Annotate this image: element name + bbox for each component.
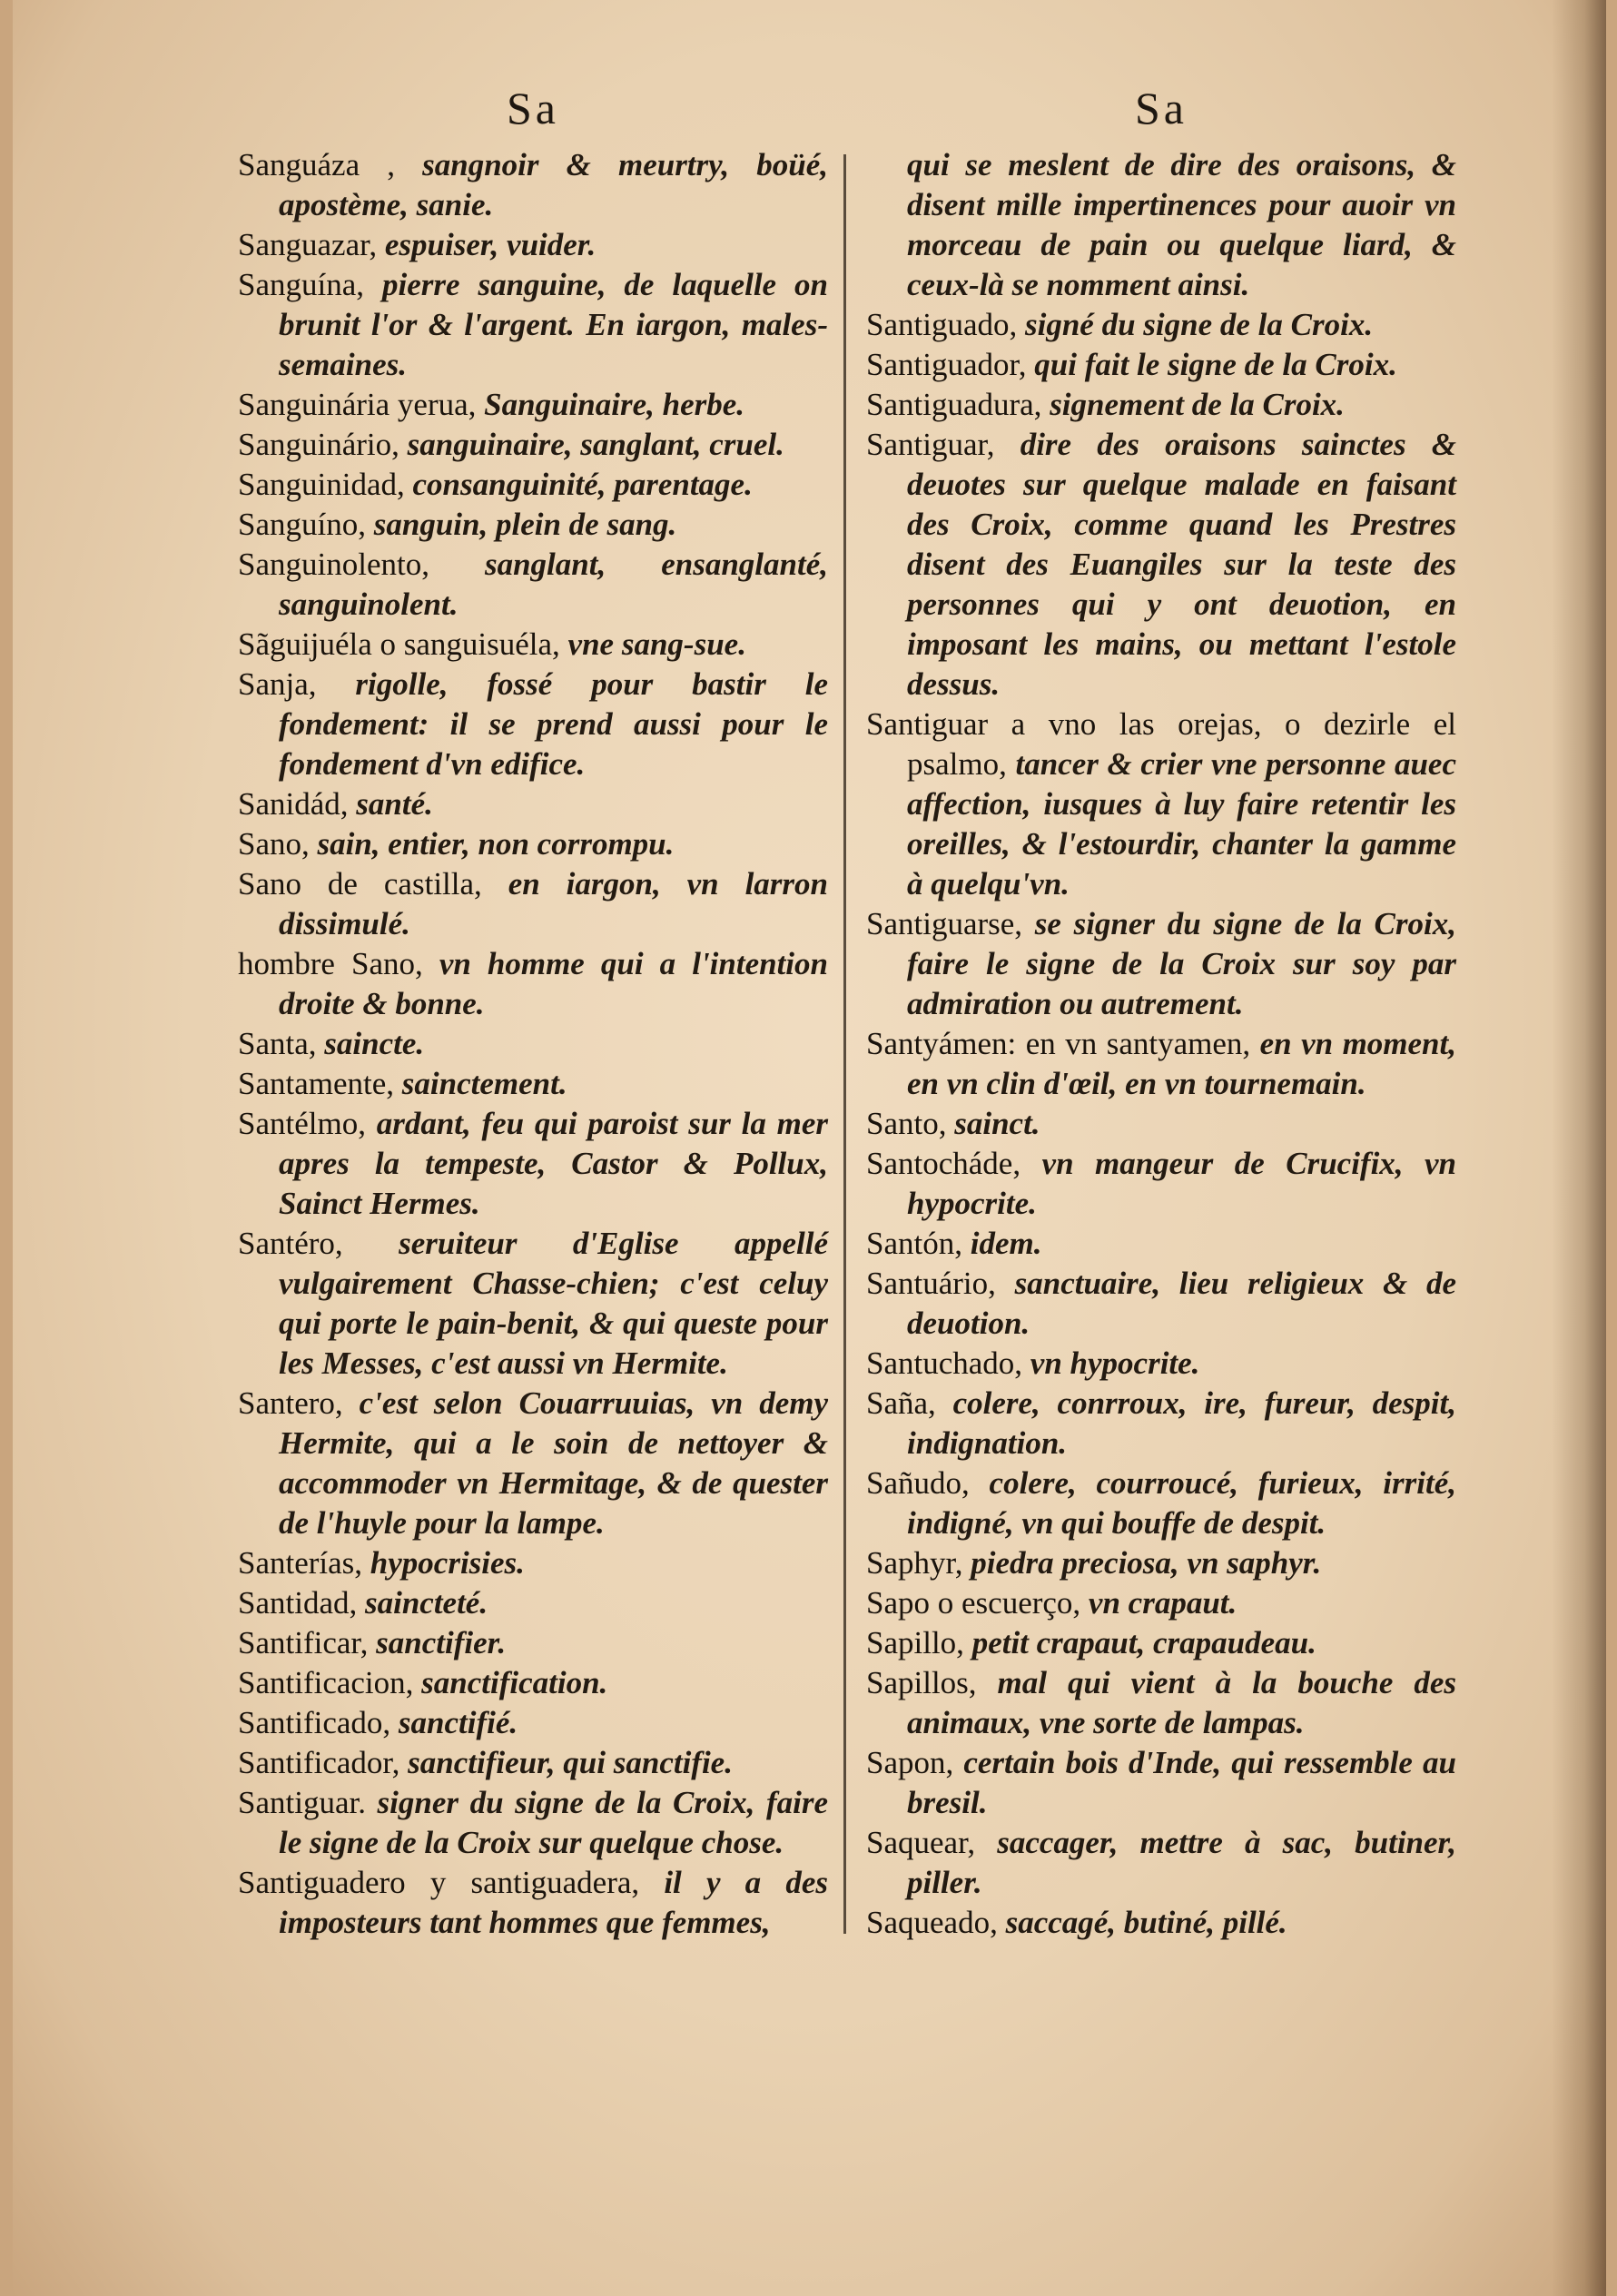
dictionary-entry bbox=[866, 305, 1456, 345]
entry-translation: sainct. bbox=[954, 1106, 1040, 1141]
dictionary-entry bbox=[866, 385, 1456, 425]
entry-translation: sanctifieur, qui sanctifie. bbox=[408, 1745, 733, 1780]
dictionary-entry bbox=[866, 1384, 1456, 1463]
dictionary-entry bbox=[866, 1903, 1456, 1943]
dictionary-entry bbox=[238, 425, 828, 465]
entry-translation: c'est selon Couarruuias, vn demy Hermite, qui a le soin de nettoyer & accommoder vn Hermitage, & de quester de l'huyle pour la lampe. bbox=[279, 1385, 828, 1541]
entry-headword: Santiguadura, bbox=[866, 387, 1042, 422]
entry-translation: ardant, feu qui paroist sur la mer apres la tempeste, Castor & Pollux, Sainct Hermes. bbox=[279, 1106, 829, 1221]
dictionary-entry bbox=[866, 345, 1456, 385]
dictionary-entry bbox=[238, 1583, 828, 1623]
entry-headword: Sanguíno, bbox=[238, 507, 366, 542]
dictionary-entry bbox=[238, 145, 828, 225]
entry-translation: qui se meslent de dire des oraisons, & disent mille impertinences pour auoir vn morceau de pain ou quelque liard, & ceux-là se nomment ainsi. bbox=[907, 147, 1456, 302]
entry-translation: saincte. bbox=[324, 1026, 425, 1061]
dictionary-entry bbox=[238, 665, 828, 784]
dictionary-entry bbox=[238, 1783, 828, 1863]
entry-translation: santé. bbox=[356, 786, 433, 822]
entry-headword: Santiguador, bbox=[866, 347, 1027, 382]
entry-headword: Sapon, bbox=[866, 1745, 954, 1780]
entry-headword: Sano de castilla, bbox=[238, 866, 482, 902]
dictionary-entry bbox=[238, 784, 828, 824]
entry-headword: Santerías, bbox=[238, 1545, 363, 1581]
entry-translation: saccager, mettre à sac, butiner, piller. bbox=[907, 1825, 1456, 1900]
entry-headword: Santificar, bbox=[238, 1625, 369, 1660]
entry-headword: Sapillo, bbox=[866, 1625, 964, 1660]
dictionary-entry bbox=[238, 1663, 828, 1703]
dictionary-entry bbox=[238, 385, 828, 425]
entry-translation: sanctifié. bbox=[398, 1705, 518, 1740]
entry-headword: hombre Sano, bbox=[238, 946, 423, 981]
entry-headword: Santiguar. bbox=[238, 1785, 366, 1820]
entry-headword: Santificado, bbox=[238, 1705, 391, 1740]
entry-headword: Sanguazar, bbox=[238, 227, 378, 262]
entry-headword: Sanguáza , bbox=[238, 147, 395, 182]
entry-headword: Santyámen: en vn santyamen, bbox=[866, 1026, 1251, 1061]
dictionary-entry bbox=[866, 1144, 1456, 1224]
dictionary-entry bbox=[238, 1703, 828, 1743]
dictionary-entry bbox=[238, 864, 828, 944]
entry-headword: Santiguarse, bbox=[866, 906, 1023, 941]
entry-headword: Santiguar a vno las orejas, o dezirle el psalmo, bbox=[866, 706, 1456, 782]
entry-translation: en vn moment, en vn clin d'œil, en vn tournemain. bbox=[907, 1026, 1457, 1101]
entry-translation: signer du signe de la Croix, faire le signe de la Croix sur quelque chose. bbox=[279, 1785, 828, 1860]
entry-headword: Santidad, bbox=[238, 1585, 358, 1621]
entry-translation: sangnoir & meurtry, boüé, apostème, sanie. bbox=[279, 147, 829, 222]
entry-headword: Santificador, bbox=[238, 1745, 400, 1780]
entry-headword: Sanguinidad, bbox=[238, 467, 405, 502]
entry-translation: sain, entier, non corrompu. bbox=[317, 826, 675, 862]
entry-translation: sanguinaire, sanglant, cruel. bbox=[407, 427, 784, 462]
dictionary-entry bbox=[238, 1104, 828, 1224]
entry-headword: Santéro, bbox=[238, 1226, 343, 1261]
entry-headword: Sapillos, bbox=[866, 1665, 977, 1700]
entry-headword: Santélmo, bbox=[238, 1106, 366, 1141]
dictionary-entry bbox=[866, 1623, 1456, 1663]
entry-headword: Santo, bbox=[866, 1106, 947, 1141]
dictionary-entry bbox=[866, 1344, 1456, 1384]
page-spine-shadow bbox=[1552, 0, 1606, 2296]
dictionary-entry bbox=[866, 1264, 1456, 1344]
entry-translation: vn homme qui a l'intention droite & bonne. bbox=[279, 946, 828, 1021]
entry-translation: se signer du signe de la Croix, faire le signe de la Croix sur soy par admiration ou autrement. bbox=[907, 906, 1456, 1021]
dictionary-entry bbox=[866, 1543, 1456, 1583]
entry-translation: sainctement. bbox=[401, 1066, 567, 1101]
entry-translation: piedra preciosa, vn saphyr. bbox=[971, 1545, 1322, 1581]
left-entry-list bbox=[238, 145, 828, 1943]
dictionary-entry bbox=[238, 1743, 828, 1783]
entry-headword: Sanja, bbox=[238, 666, 317, 702]
dictionary-entry bbox=[238, 505, 828, 545]
dictionary-page bbox=[13, 0, 1606, 2296]
dictionary-entry bbox=[238, 625, 828, 665]
dictionary-entry bbox=[866, 904, 1456, 1024]
entry-headword: Sapo o escuerço, bbox=[866, 1585, 1081, 1621]
dictionary-entry bbox=[238, 225, 828, 265]
entry-translation: colere, conrroux, ire, fureur, despit, indignation. bbox=[907, 1385, 1456, 1461]
entry-translation: mal qui vient à la bouche des animaux, vne sorte de lampas. bbox=[907, 1665, 1457, 1740]
entry-headword: Santuchado, bbox=[866, 1345, 1023, 1381]
dictionary-entry bbox=[238, 824, 828, 864]
dictionary-entry bbox=[866, 1224, 1456, 1264]
entry-headword: Santiguadero y santiguadera, bbox=[238, 1865, 640, 1900]
entry-translation: certain bois d'Inde, qui ressemble au bresil. bbox=[907, 1745, 1456, 1820]
entry-headword: Santiguado, bbox=[866, 307, 1018, 342]
entry-translation: vn mangeur de Crucifix, vn hypocrite. bbox=[907, 1146, 1456, 1221]
dictionary-entry bbox=[238, 1224, 828, 1384]
dictionary-entry bbox=[238, 545, 828, 625]
dictionary-entry bbox=[238, 944, 828, 1024]
entry-translation: sanctification. bbox=[421, 1665, 608, 1700]
entry-headword: Santero, bbox=[238, 1385, 343, 1421]
dictionary-entry bbox=[866, 1583, 1456, 1623]
dictionary-entry bbox=[238, 1024, 828, 1064]
entry-headword: Sanguinário, bbox=[238, 427, 399, 462]
entry-headword: Santa, bbox=[238, 1026, 317, 1061]
entry-headword: Sanguína, bbox=[238, 267, 365, 302]
entry-headword: Santuário, bbox=[866, 1266, 996, 1301]
right-entry-list bbox=[866, 145, 1456, 1943]
entry-headword: Sañudo, bbox=[866, 1465, 970, 1501]
entry-translation: seruiteur d'Eglise appellé vulgairement Chasse-chien; c'est celuy qui porte le pain-benit, & qui queste pour les Messes, c'est aussi vn Hermite. bbox=[279, 1226, 829, 1381]
column-divider bbox=[843, 154, 846, 1934]
entry-translation: pierre sanguine, de laquelle on brunit l'or & l'argent. En iargon, males-semaines. bbox=[279, 267, 828, 382]
right-column bbox=[866, 82, 1456, 1943]
entry-translation: tancer & crier vne personne auec affection, iusques à luy faire retentir les oreilles, & l'estourdir, chanter la gamme à quelqu'vn. bbox=[907, 746, 1457, 902]
entry-headword: Saphyr, bbox=[866, 1545, 963, 1581]
entry-translation: saccagé, butiné, pillé. bbox=[1005, 1905, 1287, 1940]
entry-translation: il y a des imposteurs tant hommes que femmes, bbox=[279, 1865, 828, 1940]
entry-headword: Santiguar, bbox=[866, 427, 995, 462]
entry-headword: Saquear, bbox=[866, 1825, 976, 1860]
dictionary-entry bbox=[238, 465, 828, 505]
entry-headword: Sanguinolento, bbox=[238, 547, 429, 582]
entry-translation: vne sang-sue. bbox=[567, 626, 746, 662]
entry-translation: hypocrisies. bbox=[370, 1545, 525, 1581]
entry-translation: colere, courroucé, furieux, irrité, indigné, vn qui bouffe de despit. bbox=[907, 1465, 1457, 1541]
dictionary-entry bbox=[238, 1384, 828, 1543]
entry-translation: rigolle, fossé pour bastir le fondement: il se prend aussi pour le fondement d'vn edifice. bbox=[279, 666, 828, 782]
dictionary-entry bbox=[866, 705, 1456, 904]
dictionary-entry bbox=[866, 145, 1456, 305]
dictionary-entry bbox=[866, 425, 1456, 705]
entry-translation: sanctuaire, lieu religieux & de deuotion. bbox=[907, 1266, 1456, 1341]
entry-translation: vn hypocrite. bbox=[1030, 1345, 1200, 1381]
right-running-header: Sa bbox=[1135, 83, 1188, 133]
dictionary-entry bbox=[866, 1104, 1456, 1144]
dictionary-entry bbox=[866, 1463, 1456, 1543]
entry-translation: saincteté. bbox=[364, 1585, 488, 1621]
entry-translation: espuiser, vuider. bbox=[384, 227, 597, 262]
entry-translation: dire des oraisons sainctes & deuotes sur quelque malade en faisant des Croix, comme quand les Prestres disent des Euangiles sur la teste des personnes qui y ont deuotion, en imposant les mains, ou mettant l'estole dessus. bbox=[907, 427, 1456, 702]
dictionary-entry bbox=[238, 1623, 828, 1663]
entry-headword: Santamente, bbox=[238, 1066, 395, 1101]
left-running-header: Sa bbox=[507, 83, 559, 133]
entry-translation: vn crapaut. bbox=[1088, 1585, 1237, 1621]
dictionary-entry bbox=[866, 1024, 1456, 1104]
entry-headword: Sãguijuéla o sanguisuéla, bbox=[238, 626, 560, 662]
entry-headword: Saqueado, bbox=[866, 1905, 998, 1940]
entry-translation: consanguinité, parentage. bbox=[412, 467, 753, 502]
entry-translation: petit crapaut, crapaudeau. bbox=[971, 1625, 1316, 1660]
dictionary-entry bbox=[238, 1543, 828, 1583]
dictionary-entry bbox=[866, 1663, 1456, 1743]
entry-translation: signé du signe de la Croix. bbox=[1024, 307, 1374, 342]
entry-translation: Sanguinaire, herbe. bbox=[484, 387, 745, 422]
dictionary-entry bbox=[238, 265, 828, 385]
entry-translation: en iargon, vn larron dissimulé. bbox=[279, 866, 829, 941]
dictionary-entry bbox=[866, 1823, 1456, 1903]
entry-headword: Santificacion, bbox=[238, 1665, 414, 1700]
entry-headword: Sanguinária yerua, bbox=[238, 387, 477, 422]
entry-translation: qui fait le signe de la Croix. bbox=[1034, 347, 1397, 382]
entry-headword: Santón, bbox=[866, 1226, 962, 1261]
entry-headword: Saña, bbox=[866, 1385, 936, 1421]
entry-translation: sanglant, ensanglanté, sanguinolent. bbox=[279, 547, 828, 622]
entry-headword: Sano, bbox=[238, 826, 310, 862]
left-column bbox=[238, 82, 828, 1943]
entry-headword: Santocháde, bbox=[866, 1146, 1021, 1181]
dictionary-entry bbox=[238, 1863, 828, 1943]
entry-headword: Sanidád, bbox=[238, 786, 349, 822]
entry-translation: sanctifier. bbox=[376, 1625, 507, 1660]
entry-translation: sanguin, plein de sang. bbox=[373, 507, 677, 542]
entry-translation: idem. bbox=[970, 1226, 1042, 1261]
entry-translation: signement de la Croix. bbox=[1050, 387, 1345, 422]
dictionary-entry bbox=[866, 1743, 1456, 1823]
dictionary-entry bbox=[238, 1064, 828, 1104]
